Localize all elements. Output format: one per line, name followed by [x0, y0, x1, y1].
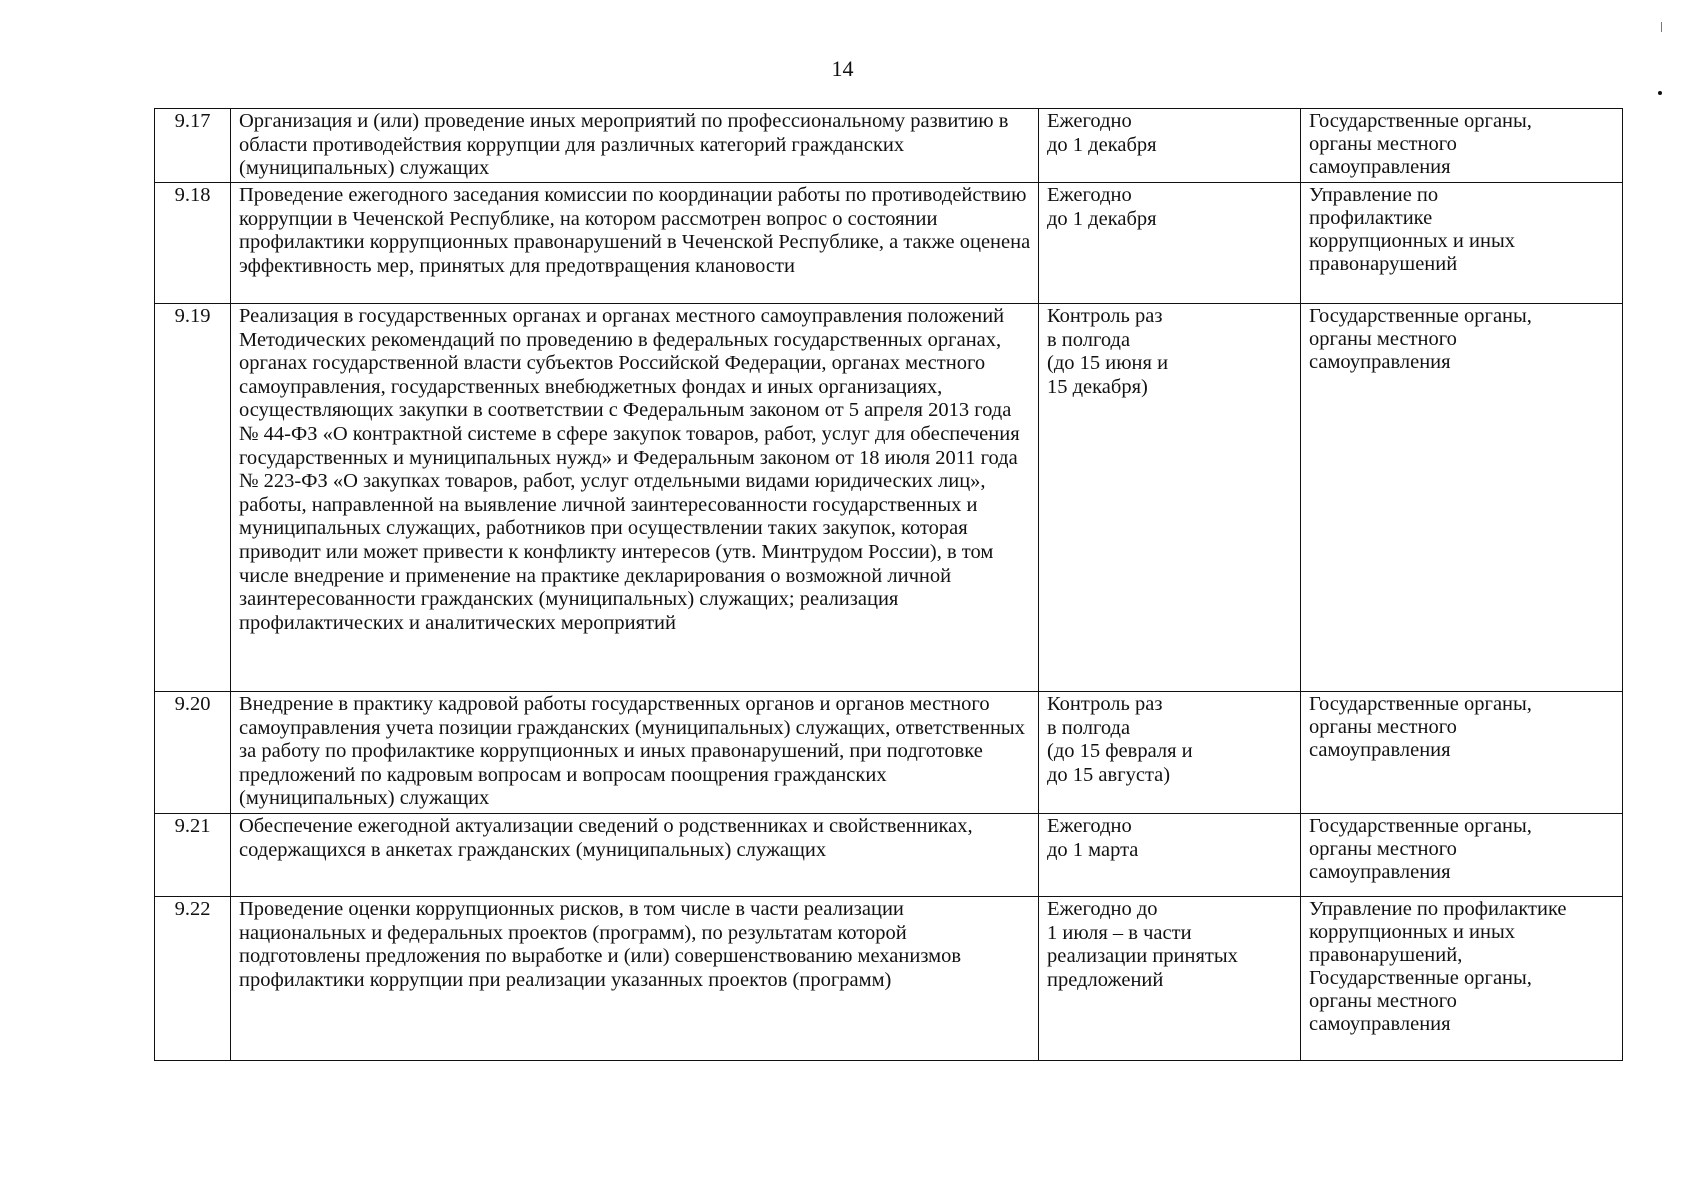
measure-text: Организация и (или) проведение иных мероприятий по профессиональному развитию в области противодействия коррупции для различных категорий гражданских (муниципальных) служащих	[231, 109, 1039, 183]
measure-text: Реализация в государственных органах и органах местного самоуправления положений Методических рекомендаций по проведению в федеральных государственных органах, органах государственной власти субъектов Российской Федерации, органах местного самоуправления, государственных внебюджетных фондах и иных организациях, осуществляющих закупки в соответствии с Федеральным законом от 5 апреля 2013 года № 44-ФЗ «О контрактной системе в сфере закупок товаров, работ, услуг для обеспечения государственных и муниципальных нужд» и Федеральным законом от 18 июля 2011 года № 223-ФЗ «О закупках товаров, работ, услуг отдельными видами юридических лиц», работы, направленной на выявление личной заинтересованности государственных и муниципальных служащих, работников при осуществлении таких закупок, которая приводит или может привести к конфликту интересов (утв. Минтрудом России), в том числе внедрение и применение на практике декларирования о возможной личной заинтересованности гражданских (муниципальных) служащих; реализация профилактических и аналитических мероприятий	[231, 304, 1039, 692]
responsible-text: Государственные органы, органы местного самоуправления	[1301, 692, 1623, 814]
table-row	[155, 814, 1623, 897]
row-number: 9.20	[155, 692, 231, 814]
scan-dot	[1658, 91, 1662, 95]
row-number: 9.17	[155, 109, 231, 183]
measure-text: Проведение ежегодного заседания комиссии по координации работы по противодействию коррупции в Чеченской Республике, на котором рассмотрен вопрос о состоянии профилактики коррупционных правонарушений в Чеченской Республике, а также оценена эффективность мер, принятых для предотвращения клановости	[231, 183, 1039, 304]
responsible-text: Государственные органы, органы местного самоуправления	[1301, 814, 1623, 897]
page-number: 14	[831, 56, 854, 81]
table-row	[155, 897, 1623, 1061]
table-row	[155, 692, 1623, 814]
responsible-text: Государственные органы, органы местного самоуправления	[1301, 109, 1623, 183]
row-number: 9.18	[155, 183, 231, 304]
measure-text: Внедрение в практику кадровой работы государственных органов и органов местного самоуправления учета позиции гражданских (муниципальных) служащих, ответственных за работу по профилактике коррупционных и иных правонарушений, при подготовке предложений по кадровым вопросам и вопросам поощрения гражданских (муниципальных) служащих	[231, 692, 1039, 814]
deadline-text: Контроль раз в полгода (до 15 июня и 15 декабря)	[1039, 304, 1301, 692]
deadline-text: Ежегодно до 1 декабря	[1039, 183, 1301, 304]
row-number: 9.22	[155, 897, 231, 1061]
deadline-text: Контроль раз в полгода (до 15 февраля и до 15 августа)	[1039, 692, 1301, 814]
table-row	[155, 109, 1623, 183]
scan-mark	[1661, 22, 1662, 32]
row-number: 9.19	[155, 304, 231, 692]
responsible-text: Управление по профилактике коррупционных и иных правонарушений, Государственные органы, органы местного самоуправления	[1301, 897, 1623, 1061]
deadline-text: Ежегодно до 1 июля – в части реализации принятых предложений	[1039, 897, 1301, 1061]
responsible-text: Государственные органы, органы местного самоуправления	[1301, 304, 1623, 692]
table-row	[155, 304, 1623, 692]
table-row	[155, 183, 1623, 304]
deadline-text: Ежегодно до 1 декабря	[1039, 109, 1301, 183]
measure-text: Проведение оценки коррупционных рисков, в том числе в части реализации национальных и федеральных проектов (программ), по результатам которой подготовлены предложения по выработке и (или) совершенствованию механизмов профилактики коррупции при реализации указанных проектов (программ)	[231, 897, 1039, 1061]
deadline-text: Ежегодно до 1 марта	[1039, 814, 1301, 897]
responsible-text: Управление по профилактике коррупционных и иных правонарушений	[1301, 183, 1623, 304]
measure-text: Обеспечение ежегодной актуализации сведений о родственниках и свойственниках, содержащихся в анкетах гражданских (муниципальных) служащих	[231, 814, 1039, 897]
measures-table	[154, 108, 1623, 1061]
row-number: 9.21	[155, 814, 231, 897]
